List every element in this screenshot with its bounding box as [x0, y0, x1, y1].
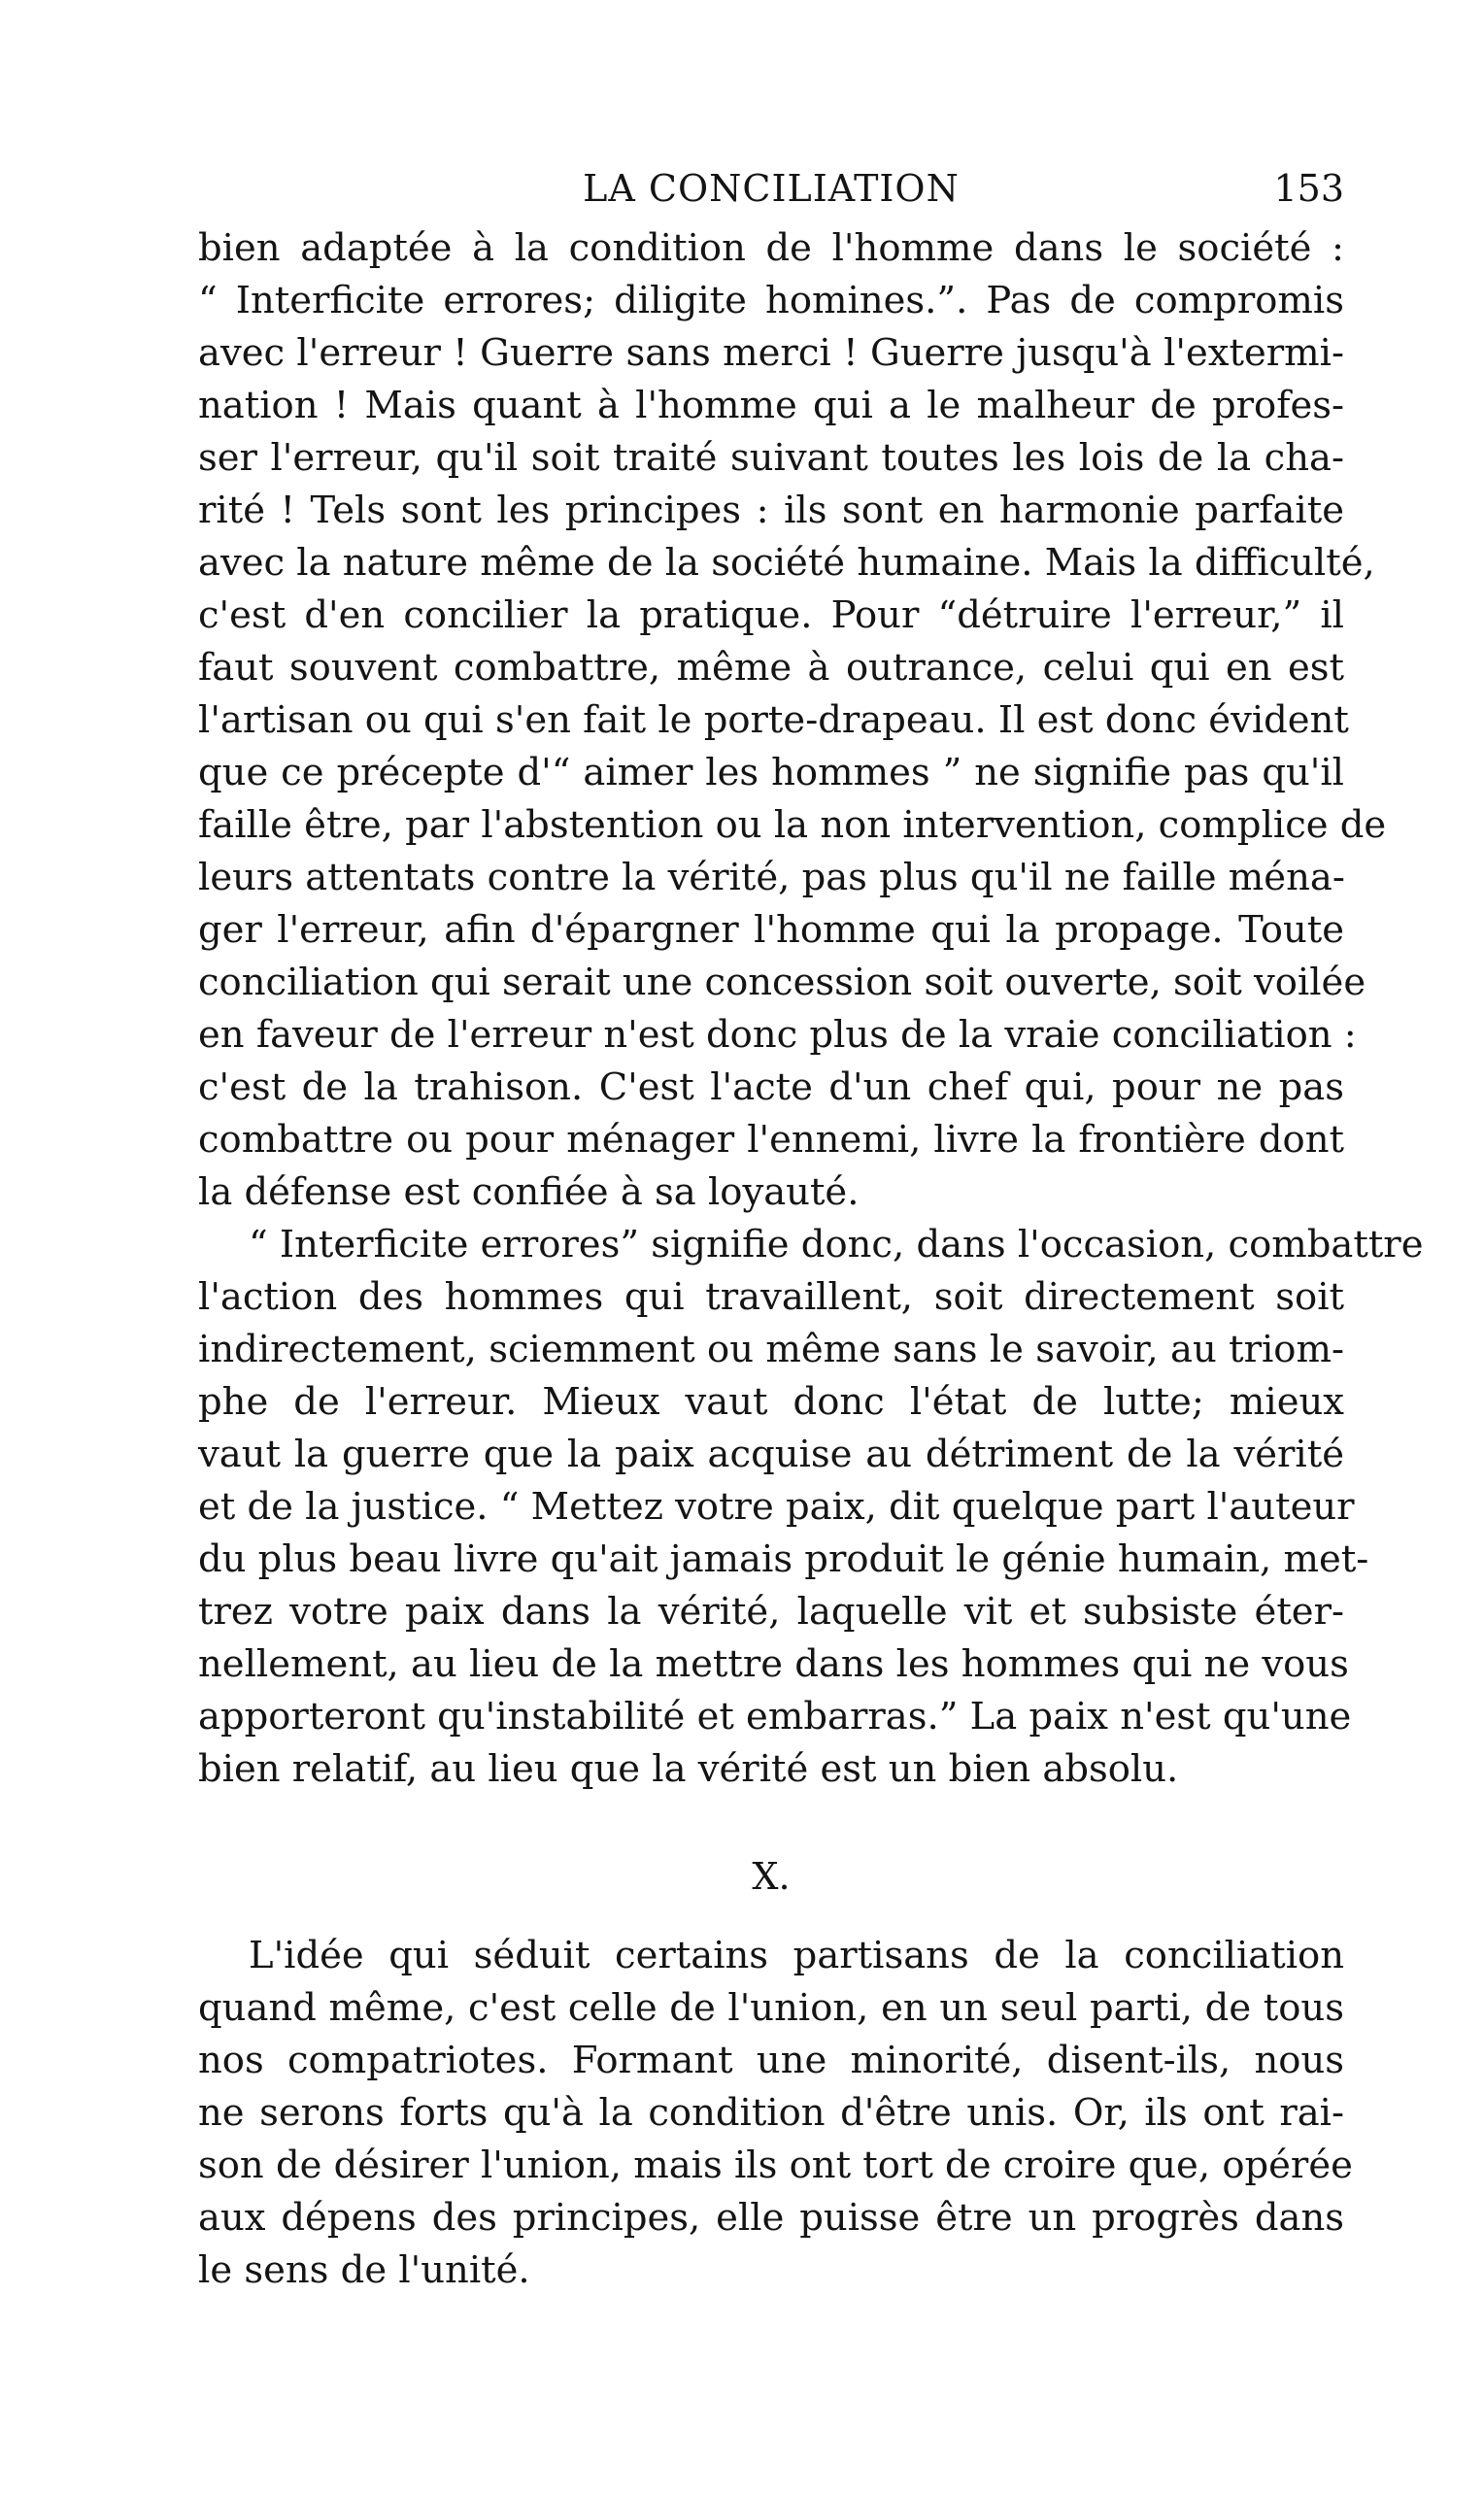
text-line: aux dépens des principes, elle puisse être un progrès dans [198, 2196, 1344, 2240]
text-line: phe de l'erreur. Mieux vaut donc l'état de lutte; mieux [198, 1380, 1344, 1424]
text-line: bien relatif, au lieu que la vérité est un bien absolu. [198, 1747, 1179, 1791]
text-line: nos compatriotes. Formant une minorité, disent-ils, nous [198, 2039, 1344, 2082]
text-line: son de désirer l'union, mais ils ont tort de croire que, opérée [198, 2144, 1353, 2187]
text-line: vaut la guerre que la paix acquise au détriment de la vérité [198, 1433, 1344, 1476]
text-line: du plus beau livre qu'ait jamais produit le génie humain, met- [198, 1537, 1369, 1581]
text-line: et de la justice. “ Mettez votre paix, dit quelque part l'auteur [198, 1485, 1355, 1529]
text-line: l'artisan ou qui s'en fait le porte-drapeau. Il est donc évident [198, 698, 1349, 742]
text-line: indirectement, sciemment ou même sans le savoir, au triom- [198, 1328, 1344, 1371]
section-heading: X. [752, 1855, 791, 1898]
text-line: bien adaptée à la condition de l'homme dans le société : [198, 226, 1344, 270]
text-line: leurs attentats contre la vérité, pas plus qu'il ne faille ména- [198, 856, 1345, 899]
text-line: c'est d'en concilier la pratique. Pour “détruire l'erreur,” il [198, 593, 1344, 637]
text-line: ser l'erreur, qu'il soit traité suivant toutes les lois de la cha- [198, 436, 1344, 480]
text-line: ne serons forts qu'à la condition d'être unis. Or, ils ont rai- [198, 2091, 1344, 2135]
text-line: l'action des hommes qui travaillent, soit directement soit [198, 1275, 1344, 1319]
text-line: nation ! Mais quant à l'homme qui a le malheur de profes- [198, 384, 1344, 427]
text-line: combattre ou pour ménager l'ennemi, livre la frontière dont [198, 1118, 1344, 1162]
text-line: avec la nature même de la société humaine. Mais la difficulté, [198, 541, 1375, 585]
text-line: faut souvent combattre, même à outrance, celui qui en est [198, 646, 1344, 690]
text-line: faille être, par l'abstention ou la non intervention, complice de [198, 803, 1387, 847]
text-line: rité ! Tels sont les principes : ils sont en harmonie parfaite [198, 489, 1344, 532]
text-line: la défense est confiée à sa loyauté. [198, 1170, 860, 1214]
text-line: apporteront qu'instabilité et embarras.” La paix n'est qu'une [198, 1695, 1352, 1738]
text-line: ger l'erreur, afin d'épargner l'homme qui la propage. Toute [198, 908, 1344, 952]
text-line: quand même, c'est celle de l'union, en un seul parti, de tous [198, 1986, 1344, 2030]
text-line: “ Interficite errores” signifie donc, dans l'occasion, combattre [249, 1223, 1424, 1266]
text-line: en faveur de l'erreur n'est donc plus de la vraie conciliation : [198, 1013, 1357, 1057]
text-line: conciliation qui serait une concession soit ouverte, soit voilée [198, 961, 1366, 1004]
text-line: nellement, au lieu de la mettre dans les hommes qui ne vous [198, 1642, 1349, 1686]
page-number: 153 [1273, 167, 1344, 210]
text-line: trez votre paix dans la vérité, laquelle vit et subsiste éter- [198, 1590, 1344, 1634]
text-line: L'idée qui séduit certains partisans de la conciliation [249, 1934, 1344, 1977]
running-title: LA CONCILIATION [583, 167, 960, 210]
text-line: avec l'erreur ! Guerre sans merci ! Guerre jusqu'à l'extermi- [198, 331, 1344, 375]
page-header [198, 167, 1344, 216]
text-line: le sens de l'unité. [198, 2248, 530, 2292]
text-line: que ce précepte d'“ aimer les hommes ” ne signifie pas qu'il [198, 751, 1344, 794]
text-line: c'est de la trahison. C'est l'acte d'un chef qui, pour ne pas [198, 1065, 1344, 1109]
text-line: “ Interficite errores; diligite homines.”. Pas de compromis [198, 279, 1344, 322]
